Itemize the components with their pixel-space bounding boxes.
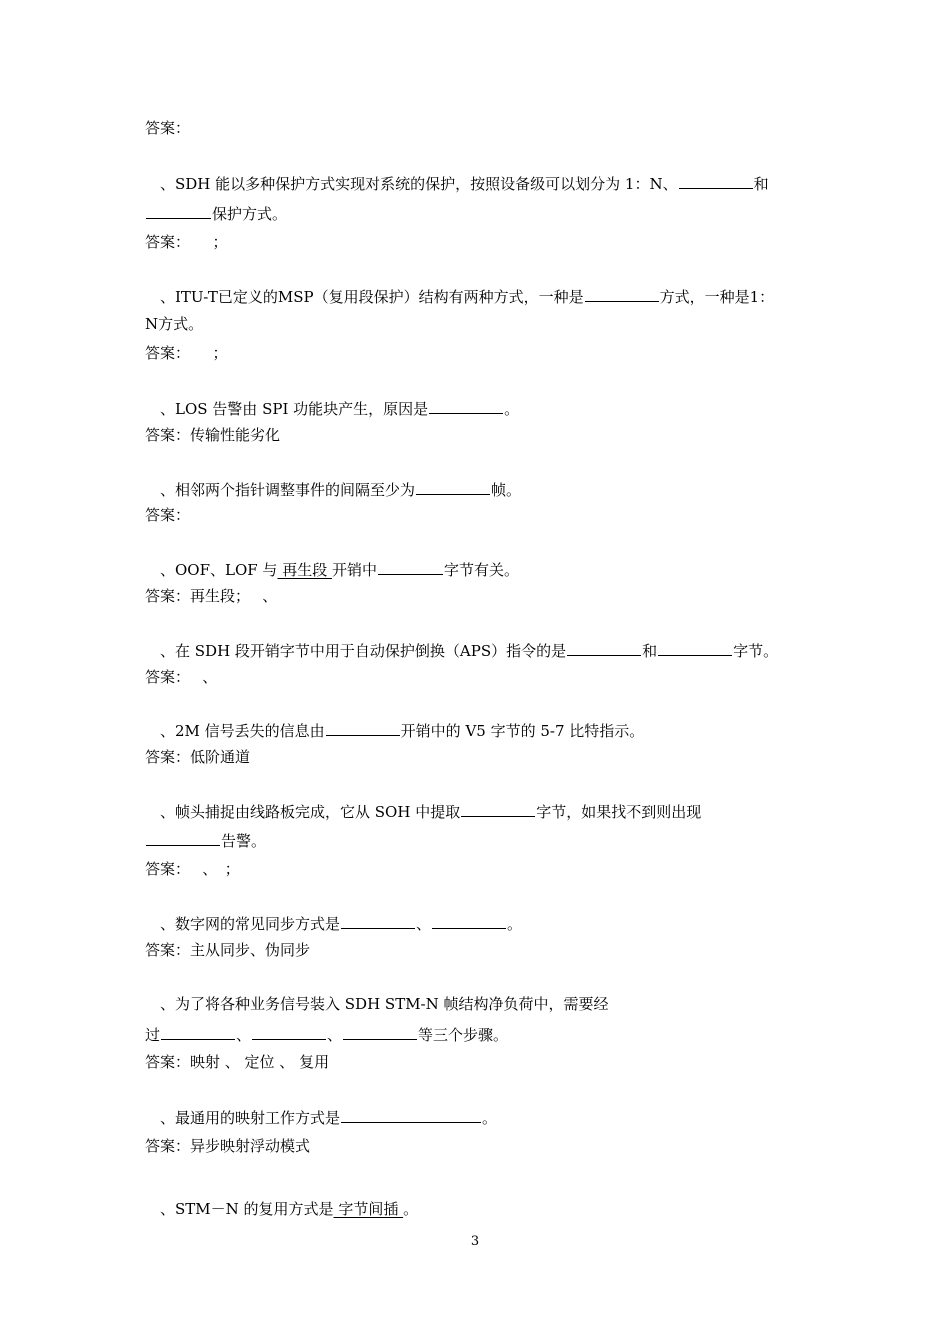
question-line: 、2M 信号丢失的信息由 开销中的 V5 字节的 5-7 比特指示。: [160, 719, 644, 741]
question-line: 、最通用的映射工作方式是 。: [160, 1106, 497, 1128]
answer-line: 答案：: [145, 119, 191, 137]
question-line: 、ITU-T已定义的MSP（复用段保护）结构有两种方式，一种是 方式，一种是1：: [160, 285, 774, 307]
question-line: 、OOF、LOF 与 再生段 开销中 字节有关。: [160, 558, 519, 580]
answer-line: 答案： ；: [145, 344, 228, 362]
fill-blank: [146, 202, 211, 219]
question-line: 过 、 、 等三个步骤。: [145, 1023, 508, 1045]
fill-blank: [461, 800, 535, 817]
fill-blank: [416, 478, 490, 495]
fill-blank: [252, 1023, 326, 1040]
fill-blank: [378, 558, 443, 575]
fill-blank: [658, 639, 732, 656]
page-number: 3: [470, 1234, 480, 1249]
question-line: 、STM－N 的复用方式是 字节间插 。: [160, 1200, 419, 1218]
fill-blank: [161, 1023, 235, 1040]
question-line: 、为了将各种业务信号装入 SDH STM-N 帧结构净负荷中，需要经: [160, 995, 609, 1013]
fill-blank: [679, 172, 753, 189]
fill-blank: [326, 719, 400, 736]
question-line: 、数字网的常见同步方式是 、 。: [160, 912, 522, 934]
answer-line: 答案：: [145, 506, 191, 524]
underlined-answer: 字节间插: [333, 1200, 404, 1218]
question-line: 告警。: [145, 829, 266, 851]
fill-blank: [432, 912, 506, 929]
answer-line: 答案： 、: [145, 668, 218, 686]
answer-line: 答案：低阶通道: [145, 748, 251, 766]
fill-blank: [341, 912, 415, 929]
fill-blank: [429, 397, 503, 414]
fill-blank: [567, 639, 641, 656]
answer-line: 答案：主从同步、伪同步: [145, 941, 311, 959]
fill-blank: [343, 1023, 417, 1040]
answer-line: 答案： 、 ；: [145, 860, 240, 878]
answer-line: 答案：再生段； 、: [145, 587, 278, 605]
question-line: 、LOS 告警由 SPI 功能块产生，原因是 。: [160, 397, 519, 419]
fill-blank: [146, 829, 220, 846]
answer-line: 答案：映射 、 定位 、 复用: [145, 1053, 330, 1071]
fill-blank: [585, 285, 659, 302]
underlined-answer: 再生段: [277, 561, 332, 579]
answer-line: 答案： ；: [145, 233, 228, 251]
question-line: 、在 SDH 段开销字节中用于自动保护倒换（APS）指令的是 和 字节。: [160, 639, 778, 661]
question-line: N方式。: [145, 315, 204, 333]
question-line: 、帧头捕捉由线路板完成，它从 SOH 中提取 字节，如果找不到则出现: [160, 800, 701, 822]
fill-blank: [341, 1106, 481, 1123]
question-line: 、相邻两个指针调整事件的间隔至少为 帧。: [160, 478, 521, 500]
question-line: 保护方式。: [145, 202, 287, 224]
answer-line: 答案：传输性能劣化: [145, 426, 281, 444]
question-line: 、SDH 能以多种保护方式实现对系统的保护，按照设备级可以划分为 1：N、 和: [160, 172, 769, 194]
answer-line: 答案：异步映射浮动模式: [145, 1137, 311, 1155]
